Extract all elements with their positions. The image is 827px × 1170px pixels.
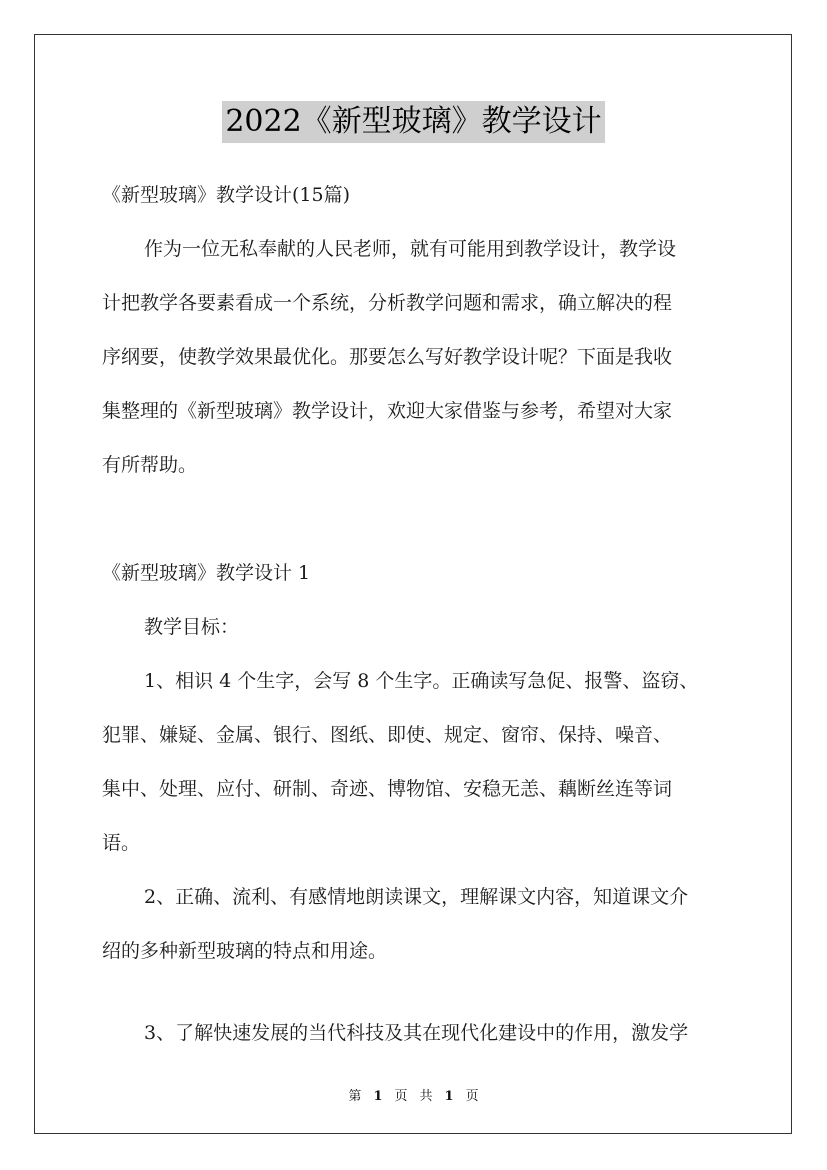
total-count: 1 bbox=[444, 1089, 454, 1104]
total-suffix: 页 bbox=[465, 1089, 479, 1104]
page-suffix: 页 bbox=[394, 1089, 408, 1104]
intro-line: 作为一位无私奉献的人民老师，就有可能用到教学设计，教学设 bbox=[144, 238, 677, 260]
total-prefix: 共 bbox=[419, 1089, 433, 1104]
intro-line: 有所帮助。 bbox=[102, 454, 198, 476]
section-heading: 《新型玻璃》教学设计 1 bbox=[102, 562, 311, 584]
goal-2-line: 绍的多种新型玻璃的特点和用途。 bbox=[102, 940, 388, 962]
document-subtitle: 《新型玻璃》教学设计(15篇) bbox=[102, 184, 351, 206]
document-title: 2022《新型玻璃》教学设计 bbox=[222, 101, 604, 143]
goal-1-line: 语。 bbox=[102, 832, 141, 854]
page-current: 1 bbox=[373, 1089, 383, 1104]
goal-2-line: 2、正确、流利、有感情地朗读课文，理解课文内容，知道课文介 bbox=[144, 886, 689, 908]
page-total bbox=[420, 1089, 479, 1104]
page-number bbox=[348, 1089, 407, 1104]
intro-line: 集整理的《新型玻璃》教学设计，欢迎大家借鉴与参考，希望对大家 bbox=[102, 400, 673, 422]
title-container bbox=[0, 101, 827, 143]
goal-1-line: 集中、处理、应付、研制、奇迹、博物馆、安稳无恙、藕断丝连等词 bbox=[102, 778, 673, 800]
goal-1-line: 犯罪、嫌疑、金属、银行、图纸、即使、规定、窗帘、保持、噪音、 bbox=[102, 724, 673, 746]
intro-line: 序纲要，使教学效果最优化。那要怎么写好教学设计呢？下面是我收 bbox=[102, 346, 673, 368]
goal-1-line: 1、相识 4 个生字，会写 8 个生字。正确读写急促、报警、盗窃、 bbox=[144, 670, 699, 692]
page-footer bbox=[0, 1085, 827, 1104]
intro-line: 计把教学各要素看成一个系统，分析教学问题和需求，确立解决的程 bbox=[102, 292, 673, 314]
goal-3-line: 3、了解快速发展的当代科技及其在现代化建设中的作用，激发学 bbox=[144, 1022, 689, 1044]
page-prefix: 第 bbox=[348, 1089, 362, 1104]
goals-label: 教学目标： bbox=[144, 616, 240, 638]
